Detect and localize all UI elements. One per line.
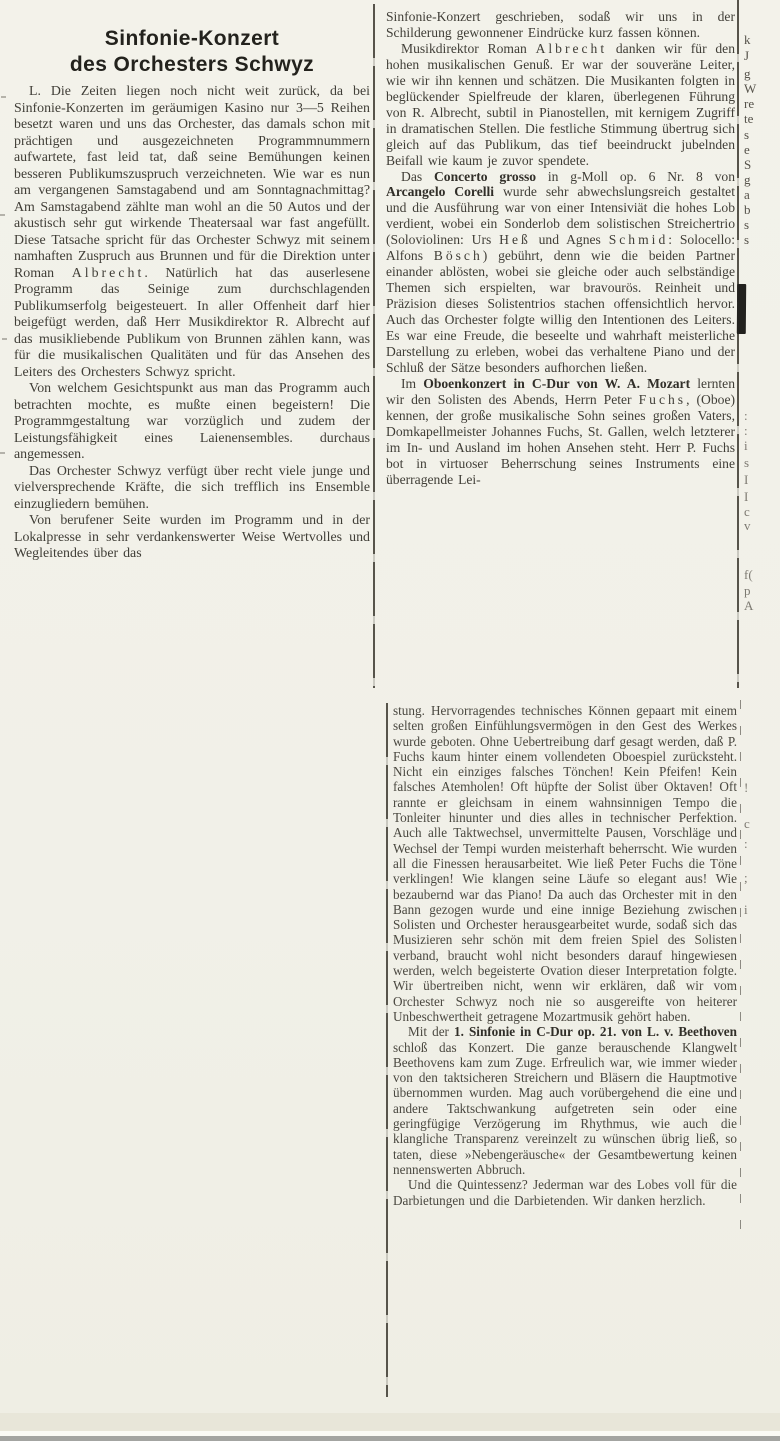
article-title (14, 26, 370, 78)
cutoff-letter: i (744, 902, 748, 917)
cutoff-letters-bottom-right (742, 0, 780, 1441)
cutoff-letter: s (744, 217, 750, 232)
letterspaced-name: Schmid (608, 232, 669, 248)
cutoff-letter: I (744, 472, 749, 487)
body-text: Von berufener Seite wurden im Programm und in der Lokalpresse in sehr verdankenswerter Weise Wertvolles und Wegleitendes über das (14, 513, 370, 561)
cutoff-letter: k (744, 32, 751, 47)
cutoff-letter: s (744, 455, 750, 470)
body-text: stung. Hervorragendes technisches Können gepaart mit einem selten großen Einfühlungsvermögen in den Gest des Werkes wurde geboten. Ohne Uebertreibung darf gesagt werden, daß P. Fuchs kaum hinter einem vollendeten Oboespiel zurücksteht. Nicht ein einziges falsches Tönchen! Kein Pfeifen! Kein falsches Atemholen! Oft hüpfte der Solist über Oktaven! Oft rannte er gleichsam in einem wahnsinnigen Tempo die Tonleiter hinunter und dies alles in technischer Perfektion. Auch alle Taktwechsel, unvermittelte Pausen, Vorschläge und Wechsel der Tempi wurden meisterhaft beherrscht. Wie wurden all die Finessen herausarbeitet. Wie ließ Peter Fuchs die Töne verklingen! Wie klangen seine Läufe so elegant aus! Wie bezaubernd war das Piano! Da auch das Orchester mit in den Bann gezogen wurde und eine innige Beziehung zwischen Solisten und Orchester herausgearbeitet wurde, sodaß sich das Musizieren sehr schön mit dem freien Spiel des Solisten verband, braucht wohl nicht besonders darauf hingewiesen werden, welch begeisterte Ovation dieser Interpretation folgte. Wir übertreiben nicht, wenn wir erklären, daß wir vom Orchester Schwyz noch nie so ausgereifte von heiterer Unbeschwertheit getragene Mozartmusik gehört haben. (393, 703, 737, 1024)
body-text: in g-Moll op. 6 Nr. 8 von (536, 168, 735, 184)
column-rule-bottom-left (386, 703, 388, 1397)
paragraph (393, 703, 737, 1024)
cutoff-letter: A (744, 598, 754, 613)
top-right-column (386, 9, 735, 488)
cutoff-letter: c (744, 504, 750, 519)
cutoff-letter: g (744, 66, 751, 81)
cutoff-letter: s (744, 127, 750, 142)
cutoff-letter: v (744, 518, 751, 533)
cutoff-letter: g (744, 172, 751, 187)
letterspaced-name: Fuchs (638, 391, 687, 407)
body-text: Und die Quintessenz? Jederman war des Lobes voll für die Darbietungen und die Darbietenden. Wir danken herzlich. (393, 1177, 737, 1208)
cutoff-letter: s (744, 232, 750, 247)
cutoff-letter: e (744, 142, 750, 157)
paragraph (14, 513, 370, 563)
cutoff-letter: f( (744, 567, 753, 582)
cutoff-letter: a (744, 187, 750, 202)
bold-text: Arcangelo Corelli (386, 184, 495, 200)
bold-text: Oboenkonzert in C-Dur von W. A. Mozart (423, 375, 691, 391)
body-text: danken wir für den hohen musikalischen Genuß. Er war der souveräne Leiter, wie wir ihn kennen und schätzen. Die Musikanten folgten in beglückender Spielfreude der klaren, überlegenen Führung von R. Albrecht, subtil in Pianostellen, mit kernigem Zugriff in dramatischen Stellen. Die festliche Stimmung übertrug sich gleich auf das Publikum, das tief beeindruckt jubelnden Beifall wie kaum je zuvor spendete. (386, 40, 735, 168)
article-title-line2: des Orchesters Schwyz (69, 53, 315, 77)
cutoff-letter: ! (744, 780, 749, 795)
body-text: schloß das Konzert. Die ganze berauschende Klangwelt Beethovens kam zum Zuge. Erfreulich war, wie immer wieder von den taktsicheren Streichern und Bläsern die Hauptmotive übernommen wurden. Mag auch vorübergehend die eine und andere Taktschwankung aufgetreten sein oder eine geringfügige Verzögerung im Rhythmus, wie auch die klangliche Transparenz vereinzelt zu wünschen übrig ließ, so taten, diese »Nebengeräusche« der Gesamtbewertung keinen nennenswerten Abbruch. (393, 1039, 737, 1177)
bold-text: 1. Sinfonie in C-Dur op. 21. von L. v. Beethoven (454, 1024, 737, 1040)
scan-speck (1, 96, 6, 98)
body-text: Das Orchester Schwyz verfügt über recht viele junge und vielversprechende Kräfte, die sich trefflich ins Ensemble einzugliedern bemühen. (14, 463, 370, 512)
cutoff-letter: S (744, 157, 752, 172)
body-text: , (Oboe) kennen, der große musikalische Sohn seines großen Vaters, Domkapellmeister Johannes Fuchs, St. Gallen, welch letzterer im In- und Ausland im hohen Ansehen steht. Herr P. Fuchs bot in virtuoser Beherrschung seines Instruments eine überragende Lei- (386, 391, 736, 487)
paragraph (393, 1177, 737, 1208)
paragraph (14, 464, 370, 514)
cutoff-letter: : (744, 423, 748, 438)
cutoff-letter: W (744, 81, 757, 96)
body-text: wurde sehr abwechslungsreich gestaltet und die Ausführung war von einer Intensiviät die hohes Lob verdient, wobei ein Sonderlob dem solistischen Streichertrio (Soloviolinen: Urs (386, 184, 735, 248)
letterspaced-name: Albrecht (535, 40, 608, 56)
body-text: L. Die Zeiten liegen noch nicht weit zurück, da bei Sinfonie-Konzerten im geräumigen Kasino nur 3—5 Reihen besetzt waren und uns das Orchester, das damals schon mit prächtigen und ausgezeichneten Programmnummern aufwartete, fast leid tat, daß seine Bemühungen keinen besseren Publikumszuspruch verzeichneten. Wie war es nun am vergangenen Samstagabend und am Sonntagnachmittag? Am Samstagabend zählte man wohl an die 50 Autos und der akustisch sehr gut wirkende Theatersaal war fast angefüllt. Diese Tatsache spricht für das Orchester Schwyz mit seinem namhaften Zuspruch aus Brunnen und für die Direktion unter Roman (14, 84, 370, 281)
cutoff-letter: re (744, 96, 755, 111)
paragraph (386, 9, 735, 41)
cutoff-letter: : (744, 836, 748, 851)
cutoff-letter: c (744, 816, 750, 831)
cutoff-letter: p (744, 583, 751, 598)
body-text: Mit der (408, 1024, 454, 1040)
body-text: und Agnes (530, 232, 609, 248)
column-rule-middle (373, 4, 375, 688)
letterspaced-name: Heß (499, 232, 531, 248)
body-text: Von welchem Gesichtspunkt aus man das Programm auch betrachten mochte, es mußte einen begeistern! Die Programmgestaltung war vorzüglich und zudem der Leistungsfähigkeit eines Laienensembles. durchaus angemessen. (14, 381, 370, 462)
bold-text: Concerto grosso (433, 168, 537, 184)
column-rule-right (737, 0, 739, 688)
body-text: Das (401, 168, 434, 184)
paragraph (386, 169, 735, 376)
scan-speck (0, 214, 5, 216)
body-text: ) gebührt, denn wie die beiden Partner einander ablösten, wobei sie gleiche oder auch selbständige Themen sich erspielten, war bravourös. Reinheit und Präzision dieses Solistentrios stachen offensichtlich hervor. Auch das Orchester folgte willig den Intentionen des Leiters. Es war eine Freude, die beseelte und wahrhaft meisterliche Darstellung zu erleben, wobei das verhaltene Piano und der Schluß der Sätze besonders aufhorchen ließen. (386, 248, 735, 375)
cutoff-letter: J (744, 48, 750, 63)
scan-speck (2, 338, 7, 340)
body-text: . Natürlich hat das auserlesene Programm das Seinige zum durchschlagenden Publikumserfolg beigesteuert. In aller Offenheit darf hier beigefügt werden, daß Herr Musikdirektor R. Albrecht auf das musikliebende Publikum von Brunnen zählen kann, was für die musikalischen Qualitäten und für das Ansehen des Leiters des Orchesters Schwyz spricht. (14, 265, 370, 380)
letterspaced-name: Bösch (433, 248, 483, 264)
scan-speck (0, 452, 5, 454)
body-text: Musikdirektor Roman (401, 40, 536, 56)
bottom-column (393, 703, 737, 1208)
scan-bottom-shadow (0, 1413, 780, 1431)
body-text: : Solocello: Alfons (386, 232, 735, 264)
cutoff-letter: ; (744, 870, 748, 885)
body-text: lernten wir den Solisten des Abends, Herrn Peter (386, 375, 736, 407)
body-text: Im (401, 375, 424, 391)
body-text: Sinfonie-Konzert geschrieben, sodaß wir uns in der Schilderung gewonnener Eindrücke kurz fassen können. (386, 9, 735, 40)
paragraph (386, 376, 735, 488)
column-rule-bottom-right (740, 700, 741, 1240)
paragraph (386, 41, 735, 169)
scan-bottom-gray-bar (0, 1436, 780, 1441)
letterspaced-name: Albrecht (71, 265, 145, 281)
article-title-line1: Sinfonie-Konzert (104, 27, 280, 51)
paragraph (393, 1024, 737, 1177)
paragraph (14, 381, 370, 464)
top-left-column (14, 84, 370, 563)
cutoff-letter: b (744, 202, 751, 217)
cutoff-letter: I (744, 489, 749, 504)
cutoff-letter: te (744, 111, 754, 126)
cutoff-letter: : (744, 408, 748, 423)
paragraph (14, 84, 370, 381)
cutoff-letter: i (744, 438, 748, 453)
